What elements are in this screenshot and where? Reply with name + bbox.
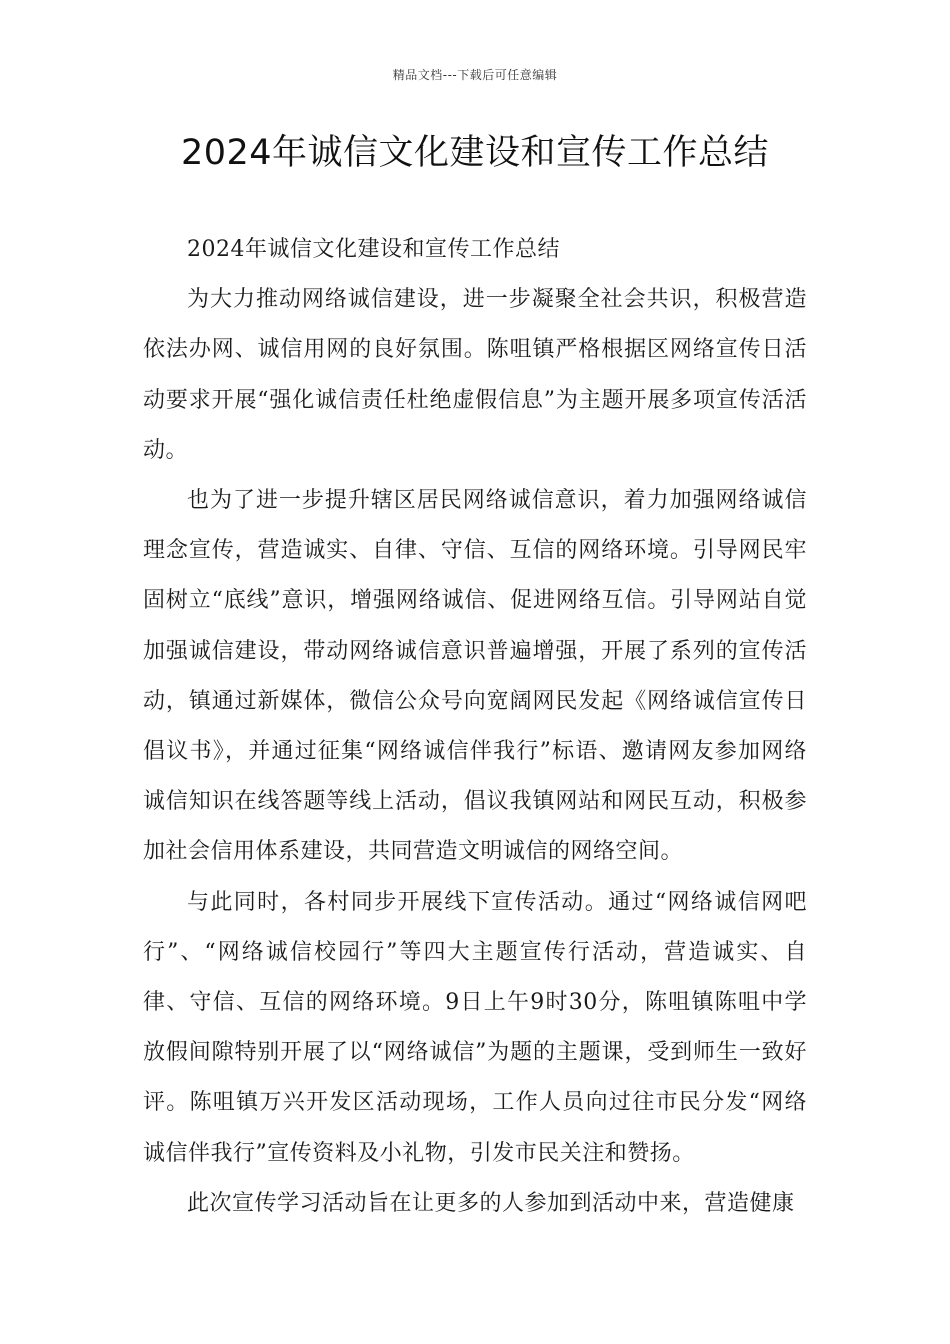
paragraph: 为大力推动网络诚信建设，进一步凝聚全社会共识，积极营造依法办网、诚信用网的良好氛围。陈咀镇严格根据区网络宣传日活动要求开展“强化诚信责任杜绝虚假信息”为主题开展多项宣传活活动。 (143, 287, 807, 463)
header-note: 精品文档---下载后可任意编辑 (392, 68, 558, 82)
document-body (143, 225, 807, 1229)
document-title: 2024年诚信文化建设和宣传工作总结 (180, 133, 770, 173)
paragraph-subtitle: 2024年诚信文化建设和宣传工作总结 (187, 237, 560, 262)
paragraph: 也为了进一步提升辖区居民网络诚信意识，着力加强网络诚信理念宣传，营造诚实、自律、守信、互信的网络环境。引导网民牢固树立“底线”意识，增强网络诚信、促进网络互信。引导网站自觉加强诚信建设，带动网络诚信意识普遍增强，开展了系列的宣传活动，镇通过新媒体，微信公众号向宽阔网民发起《网络诚信宣传日倡议书》，并通过征集“网络诚信伴我行”标语、邀请网友参加网络诚信知识在线答题等线上活动，倡议我镇网站和网民互动，积极参加社会信用体系建设，共同营造文明诚信的网络空间。 (143, 488, 807, 865)
paragraph: 与此同时，各村同步开展线下宣传活动。通过“网络诚信网吧行”、“网络诚信校园行”等四大主题宣传行活动，营造诚实、自律、守信、互信的网络环境。9日上午9时30分，陈咀镇陈咀中学放假间隙特别开展了以“网络诚信”为题的主题课，受到师生一致好评。陈咀镇万兴开发区活动现场，工作人员向过往市民分发“网络诚信伴我行”宣传资料及小礼物，引发市民关注和赞扬。 (143, 889, 807, 1166)
paragraph: 此次宣传学习活动旨在让更多的人参加到活动中来，营造健康 (187, 1190, 795, 1216)
